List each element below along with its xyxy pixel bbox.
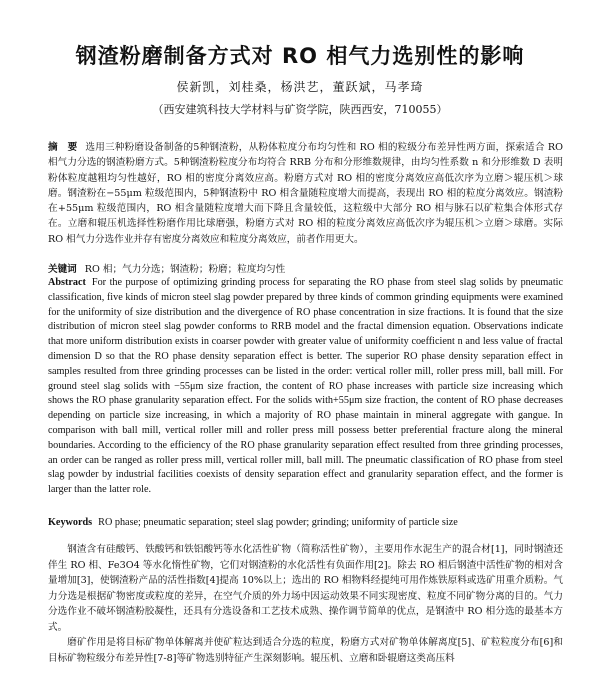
body-paragraph: 磨矿作用是将目标矿物单体解离并使矿粒达到适合分选的粒度，粉磨方式对矿物单体解离度[5]、矿粒粒度分布[6]和目标矿物粒级分布差异性[7-8]等矿物选别特征产生深刻影响。辊压机、立磨和卧辊磨这类高压料 — [48, 637, 563, 664]
author-list: 侯新凯，刘桂桑，杨洪艺，董跃斌，马孝琦 — [176, 80, 424, 94]
chinese-keywords-text: RO 相；气力分选；钢渣粉；粉磨；粒度均匀性 — [84, 264, 286, 275]
chinese-keywords-label: 关键词 — [48, 264, 77, 275]
paper-title: 钢渣粉磨制备方式对 RO 相气力选别性的影响 — [75, 44, 525, 68]
english-abstract-text: For the purpose of optimizing grinding process for separating the RO phase from steel slag solids by pneumatic classification, five kinds of micron steel slag powder prepared by three kinds of common grinding equipments were examined for the uniformity of size distribution and the divergence of RO phase concentration in size fractions. It is found that the size distribution of micron steel slag powder conforms to RRB model and the fractal dimension equation. Observations indicate that more uniform distribution exists in coarser powder with greater value of uniformity coefficient n and less value of fractal dimension D so that the RO phase density separation effect is better. The superior RO phase density separation effect in samples resulted from three grinding processes can be listed in the order: vertical roller mill, roller press mill, ball mill. For ground steel slag solids with −55μm size fraction, the content of RO phase increases with particle size increasing which shows the RO phase granularity separation effect. For the solids with+55μm size fraction, the content of RO phase decreases depending on particle size increasing, in which a majority of RO phase maintain in mineral aggregate with gangue. In comparison with ball mill, vertical roller mill and roller press mill possess better preferential fracture along the mineral boundaries. According to the efficiency of the RO phase granularity separation effect resulted from three grinding processes, an order can be ranged as roller press mill, vertical roller mill, ball mill. The pneumatic classification of RO phase from steel slag powder by industrial facilities coexists of density separation effect and granularity separation effect, and the former is larger than the latter role. — [48, 277, 563, 496]
english-keywords-label: Keywords — [48, 517, 93, 528]
english-abstract-label: Abstract — [48, 277, 86, 288]
chinese-keywords — [48, 262, 563, 277]
english-abstract — [48, 276, 563, 498]
english-keywords — [48, 515, 563, 530]
chinese-abstract-label: 摘 要 — [48, 142, 78, 153]
chinese-abstract — [48, 140, 563, 247]
english-keywords-text: RO phase; pneumatic separation; steel slag powder; grinding; uniformity of particle size — [98, 517, 458, 528]
body-paragraph: 钢渣含有硅酸钙、铁酸钙和铁铝酸钙等水化活性矿物（简称活性矿物），主要用作水泥生产的混合材[1]，同时钢渣还伴生 RO 相、Fe3O4 等水化惰性矿物，它们对钢渣粉的水化活性有负面作用[2]。除去 RO 相后钢渣中活性矿物的相对含量增加[3]，使钢渣粉产品的活性指数[4]提高 10%以上；选出的 RO 相物料经提纯可用作炼铁原料或选矿用重介质粉。气力分选是根据矿物密度或粒度的差异，在空气介质的外力场中因运动效果不同实现密度、粒度不同矿物分离的目的。气力分选作业不破坏钢渣粉胶凝性，还具有分选设备和工艺技术成熟、操作调节简单的优点，是钢渣中 RO 相分选的最基本方式。 — [48, 544, 563, 633]
chinese-abstract-text: 选用三种粉磨设备制备的5种钢渣粉，从粉体粒度分布均匀性和 RO 相的粒级分布差异性两方面，探索适合 RO 相气力分选的钢渣粉磨方式。5种钢渣粉粒度分布均符合 RRB 分布和分形维数规律，由均匀性系数 n 和分形维数 D 表明粉体粒度越粗均匀性越好，RO 相的密度分离效应高。粉磨方式对 RO 相的密度分离效应高低次序为立磨＞辊压机＞球磨。钢渣粉在−55μm 粒级范围内，5种钢渣粉中 RO 相含量随粒度增大而提高，表现出 RO 相的粒度分离效应。钢渣粉在+55μm 粒级范围内，RO 相含量随粒度增大而下降且含量较低，这粒级中大部分 RO 相与脉石以矿粒集合体形式存在。立磨和辊压机选择性粉磨作用比球磨强，粉磨方式对 RO 相的粒度分离效应高低次序为辊压机＞立磨＞球磨。实际 RO 相气力分选作业并存有密度分离效应和粒度分离效应，前者作用更大。 — [48, 142, 564, 245]
affiliation: （西安建筑科技大学材料与矿资学院，陕西西安，710055） — [152, 103, 448, 116]
